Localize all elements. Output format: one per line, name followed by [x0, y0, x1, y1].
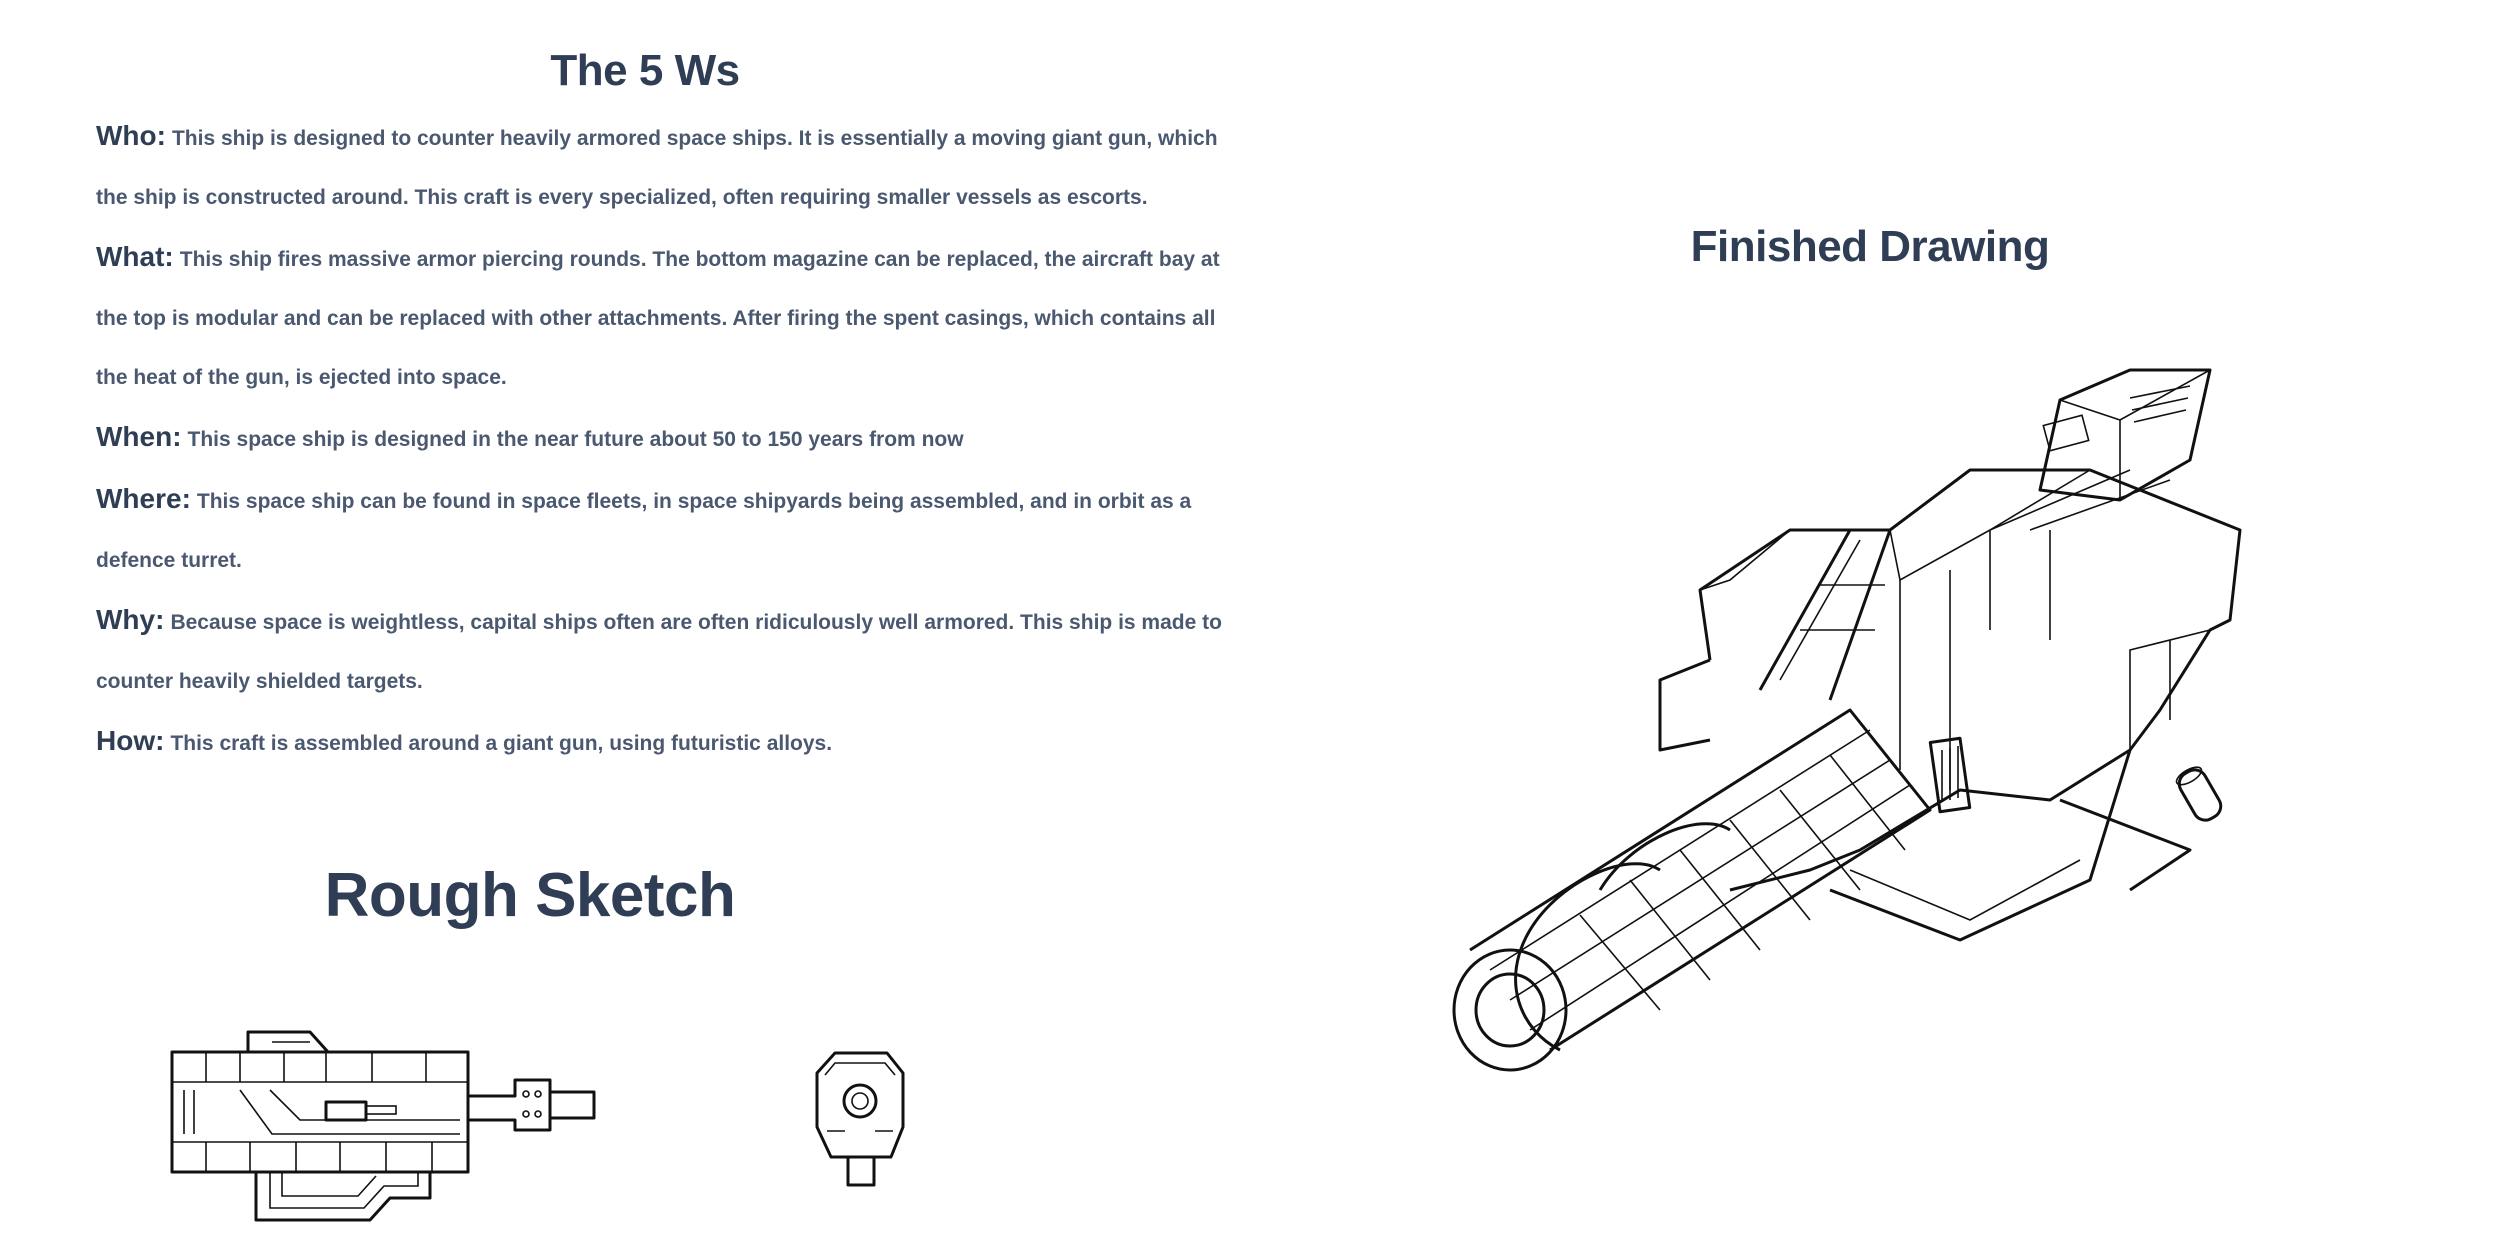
rough-sketch-title: Rough Sketch — [324, 861, 736, 930]
ws-text: Because space is weightless, capital ships often are often ridiculously well armored. This ship is made to counter heavily shielded targets. — [96, 611, 1222, 693]
rough-sketch-side-view — [160, 1010, 620, 1245]
ws-item-where — [96, 469, 1236, 590]
ws-text: This ship is designed to counter heavily armored space ships. It is essentially a moving giant gun, which the ship is constructed around. This craft is every specialized, often requiring smaller vessels as escorts. — [96, 127, 1218, 209]
ws-item-when — [96, 407, 1236, 469]
ws-key: Who: — [96, 120, 166, 151]
ws-text: This craft is assembled around a giant gun, using futuristic alloys. — [170, 732, 833, 755]
ws-key: Why: — [96, 604, 165, 635]
ws-text: This ship fires massive armor piercing rounds. The bottom magazine can be replaced, the aircraft bay at the top is modular and can be replaced with other attachments. After firing the spent casings, which contains all the heat of the gun, is ejected into space. — [96, 248, 1220, 389]
ws-item-why — [96, 590, 1236, 711]
ws-item-what — [96, 227, 1236, 407]
five-ws-list — [96, 106, 1236, 773]
ws-key: When: — [96, 421, 182, 452]
ws-item-who — [96, 106, 1236, 227]
ws-text: This space ship is designed in the near future about 50 to 150 years from now — [187, 428, 964, 451]
ws-key: Where: — [96, 483, 191, 514]
finished-drawing-ship — [1430, 330, 2270, 1090]
finished-drawing-title: Finished Drawing — [1690, 222, 2050, 271]
ws-text: This space ship can be found in space fleets, in space shipyards being assembled, and in orbit as a defence turret. — [96, 490, 1192, 572]
ws-key: What: — [96, 241, 174, 272]
five-ws-title: The 5 Ws — [550, 46, 740, 95]
rough-sketch-front-view — [805, 1045, 925, 1195]
ws-item-how — [96, 711, 1236, 773]
ws-key: How: — [96, 725, 165, 756]
